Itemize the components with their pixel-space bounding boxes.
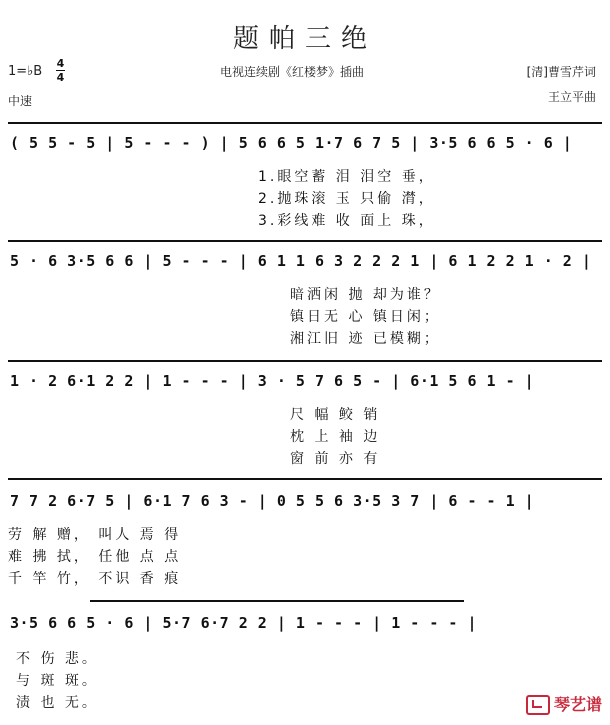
composer-credit: 王立平曲 — [547, 90, 596, 104]
lyricist-credit: [清]曹雪芹词 — [526, 65, 596, 79]
system-1-lyric-verse-2: 2.抛珠滚 玉 只偷 潸， — [258, 191, 436, 207]
system-1-notes: ( 5 5 - 5 | 5 - - - ) | 5 6 6 5 1·7 6 7 5 | 3·5 6 6 5 · 6 | — [10, 134, 573, 152]
system-3-lyric-verse-3: 窗 前 亦 有 — [290, 451, 381, 467]
key-signature: 1=♭B — [8, 64, 43, 79]
system-4-lyric-verse-3: 千 竿 竹， 不识 香 痕 — [8, 571, 182, 587]
system-3-slur-line — [8, 360, 602, 362]
system-2-lyric-verse-2: 镇日无 心 镇日闲； — [290, 309, 441, 325]
system-5-notes: 3·5 6 6 5 · 6 | 5·7 6·7 2 2 | 1 - - - | 1 - - - | — [10, 614, 478, 632]
system-4-lyric-verse-1: 劳 解 赠， 叫人 焉 得 — [8, 527, 182, 543]
system-3-notes: 1 · 2 6·1 2 2 | 1 - - - | 3 · 5 7 6 5 - | 6·1 5 6 1 - | — [10, 372, 535, 390]
watermark-logo — [526, 692, 602, 716]
system-2-lyric-verse-1: 暗洒闲 抛 却为谁？ — [290, 287, 441, 303]
system-5-lyric-verse-1: 不 伤 悲。 — [16, 651, 99, 667]
system-1-slur-line — [8, 122, 602, 124]
tempo-marking: 中速 — [8, 94, 33, 108]
time-signature-bottom: 4 — [56, 71, 65, 84]
system-2-lyric-verse-3: 湘江旧 迹 已模糊； — [290, 331, 441, 347]
watermark-text: 琴艺谱 — [553, 694, 602, 714]
system-5-slur-line — [90, 600, 464, 602]
time-signature — [56, 58, 65, 83]
system-4-lyric-verse-2: 难 拂 拭， 任他 点 点 — [8, 549, 182, 565]
system-4-slur-line — [8, 478, 602, 480]
system-2-slur-line — [8, 240, 602, 242]
system-3-lyric-verse-1: 尺 幅 鲛 销 — [290, 407, 381, 423]
system-4-notes: 7 7 2 6·7 5 | 6·1 7 6 3 - | 0 5 5 6 3·5 3 7 | 6 - - 1 | — [10, 492, 535, 510]
system-5-lyric-verse-2: 与 斑 斑。 — [16, 673, 99, 689]
song-title: 题帕三绝 — [232, 24, 377, 54]
system-3-lyric-verse-2: 枕 上 袖 边 — [290, 429, 381, 445]
time-signature-top: 4 — [56, 57, 65, 70]
system-2-notes: 5 · 6 3·5 6 6 | 5 - - - | 6 1 1 6 3 2 2 2 1 | 6 1 2 2 1 · 2 | — [10, 252, 592, 270]
subtitle: 电视连续剧《红楼梦》插曲 — [220, 65, 365, 79]
system-5-lyric-verse-3: 渍 也 无。 — [16, 695, 99, 711]
system-1-lyric-verse-3: 3.彩线难 收 面上 珠， — [258, 213, 436, 229]
system-1-lyric-verse-1: 1.眼空蓄 泪 泪空 垂， — [258, 169, 436, 185]
watermark-logo-icon — [526, 695, 550, 715]
